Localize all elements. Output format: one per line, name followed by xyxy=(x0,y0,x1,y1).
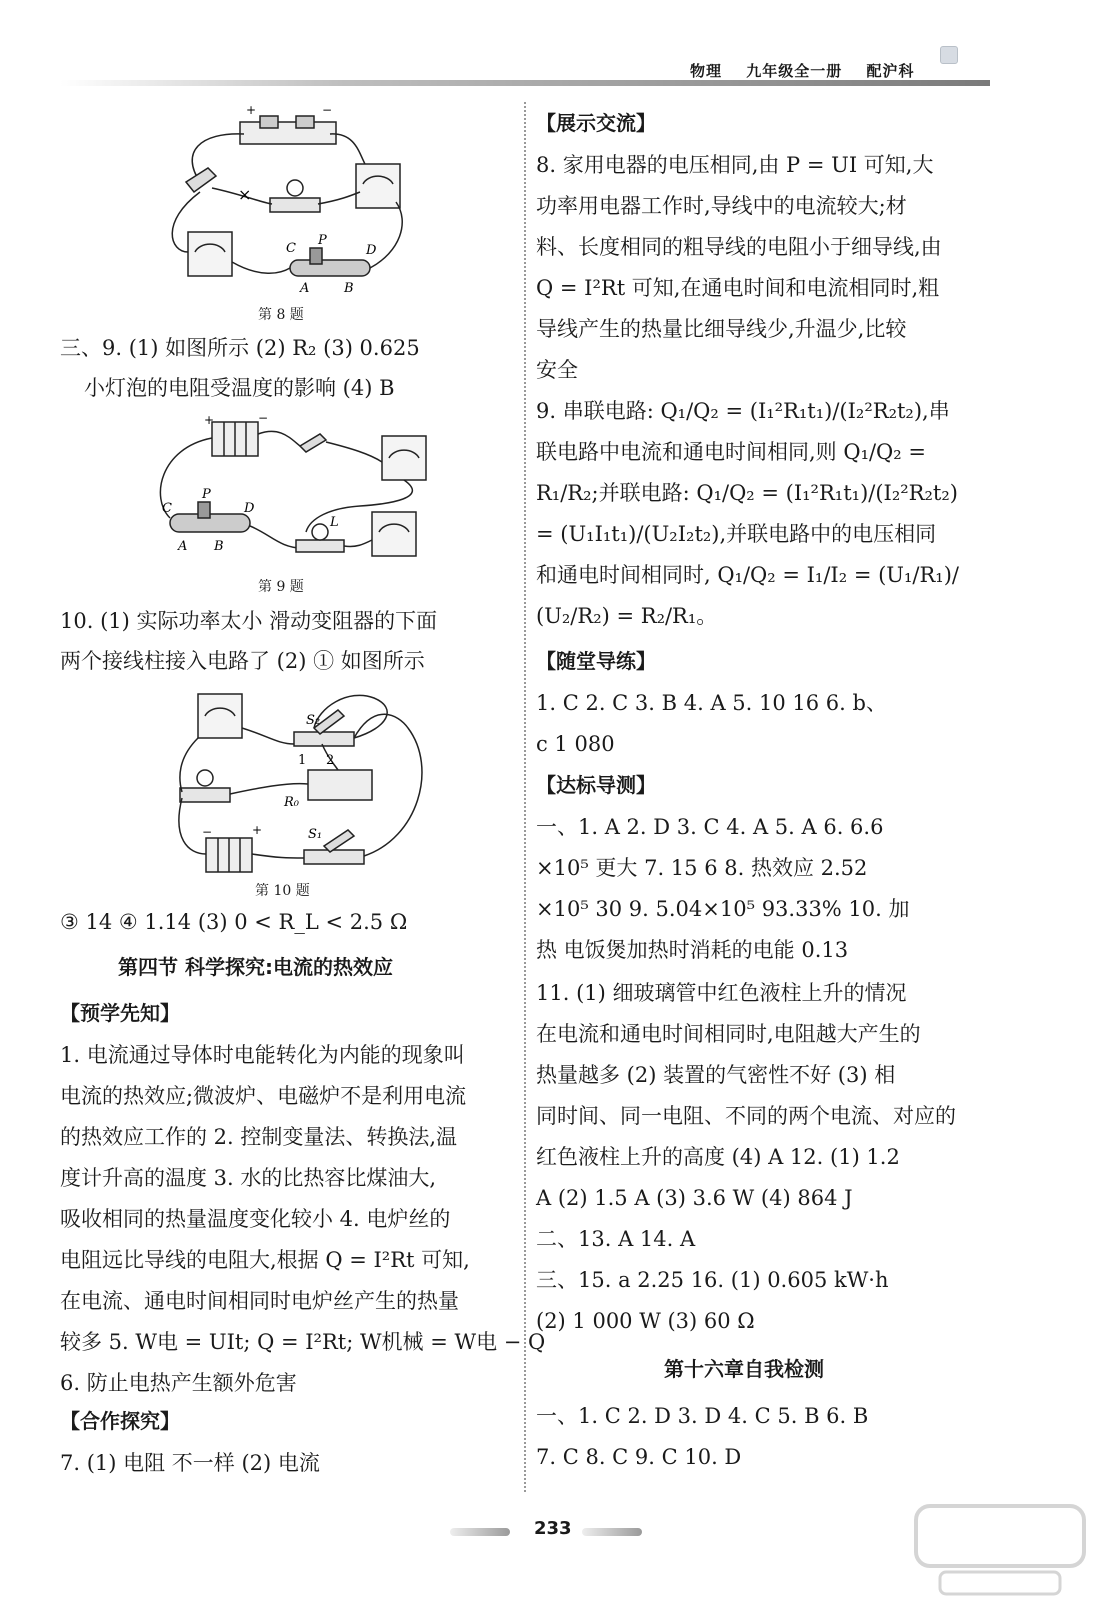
heading-classroom: 【随堂导练】 xyxy=(536,649,656,673)
fig10-S1: S₁ xyxy=(308,827,323,842)
test-line-10: A (2) 1.5 A (3) 3.6 W (4) 864 J xyxy=(536,1186,853,1210)
fig10-R0: R₀ xyxy=(284,795,299,810)
figure-10-caption: 第 10 题 xyxy=(255,883,310,899)
show-line-6: 安全 xyxy=(536,358,578,382)
fig8-B: B xyxy=(344,281,354,296)
chapter-16-title: 第十六章自我检测 xyxy=(664,1357,824,1381)
test-line-4: 热 电饭煲加热时消耗的电能 0.13 xyxy=(536,938,849,962)
heading-preview: 【预学先知】 xyxy=(60,1001,180,1025)
preview-line-8: 较多 5. W电 = UIt; Q = I²Rt; W机械 = W电 − Q xyxy=(60,1330,546,1354)
test-line-8: 同时间、同一电阻、不同的两个电流、对应的 xyxy=(536,1104,956,1128)
fig9-minus: − xyxy=(258,411,269,425)
test-line-5: 11. (1) 细玻璃管中红色液柱上升的情况 xyxy=(536,981,907,1005)
header-text xyxy=(690,60,933,81)
test-line-13: (2) 1 000 W (3) 60 Ω xyxy=(536,1309,755,1333)
q10-line-2: 两个接线柱接入电路了 (2) ① 如图所示 xyxy=(60,649,425,673)
fig8-plus: + xyxy=(246,103,257,117)
q9-line-2: 小灯泡的电阻受温度的影响 (4) B xyxy=(84,376,395,400)
fig10-plus: + xyxy=(252,823,263,837)
show-line-12: (U₂/R₂) = R₂/R₁。 xyxy=(536,604,718,628)
page-number: 233 xyxy=(534,1518,572,1539)
show-line-8: 联电路中电流和通电时间相同,则 Q₁/Q₂ = xyxy=(536,440,926,464)
fig8-D: D xyxy=(366,243,377,258)
heading-cooperation: 【合作探究】 xyxy=(60,1409,180,1433)
show-line-1: 8. 家用电器的电压相同,由 P = UI 可知,大 xyxy=(536,153,934,177)
q10-line-1: 10. (1) 实际功率太小 滑动变阻器的下面 xyxy=(60,609,438,633)
fig10-one: 1 xyxy=(298,753,307,768)
show-line-2: 功率用电器工作时,导线中的电流较大;材 xyxy=(536,194,907,218)
watermark-graphic xyxy=(910,1500,1090,1600)
ch16-line-2: 7. C 8. C 9. C 10. D xyxy=(536,1445,742,1469)
header-book-icon xyxy=(940,46,958,64)
fig8-C: C xyxy=(286,241,296,256)
fig10-S2: S₂ xyxy=(306,713,321,728)
fig9-C: C xyxy=(162,501,172,516)
fig9-D: D xyxy=(244,501,255,516)
q10-line-3: ③ 14 ④ 1.14 (3) 0 < R_L < 2.5 Ω xyxy=(60,910,408,934)
figure-9-circuit xyxy=(140,408,440,576)
figure-8-circuit xyxy=(160,102,420,302)
fig8-cross: × xyxy=(238,185,252,204)
test-line-6: 在电流和通电时间相同时,电阻越大产生的 xyxy=(536,1022,921,1046)
fig10-two: 2 xyxy=(326,753,335,768)
fig9-L: L xyxy=(330,515,339,530)
class-line-2: c 1 080 xyxy=(536,732,615,756)
fig8-P: P xyxy=(318,233,327,248)
heading-test: 【达标导测】 xyxy=(536,773,656,797)
show-line-5: 导线产生的热量比细导线少,升温少,比较 xyxy=(536,317,907,341)
preview-line-5: 吸收相同的热量温度变化较小 4. 电炉丝的 xyxy=(60,1207,451,1231)
preview-line-2: 电流的热效应;微波炉、电磁炉不是利用电流 xyxy=(60,1084,467,1108)
show-line-7: 9. 串联电路: Q₁/Q₂ = (I₁²R₁t₁)/(I₂²R₂t₂),串 xyxy=(536,399,950,423)
fig9-A: A xyxy=(178,539,188,554)
preview-line-3: 的热效应工作的 2. 控制变量法、转换法,温 xyxy=(60,1125,458,1149)
figure-8-caption: 第 8 题 xyxy=(258,307,304,323)
test-line-2: ×10⁵ 更大 7. 15 6 8. 热效应 2.52 xyxy=(536,856,868,880)
figure-9-caption: 第 9 题 xyxy=(258,579,304,595)
class-line-1: 1. C 2. C 3. B 4. A 5. 10 16 6. b、 xyxy=(536,691,887,715)
show-line-10: = (U₁I₁t₁)/(U₂I₂t₂),并联电路中的电压相同 xyxy=(536,522,937,546)
show-line-9: R₁/R₂;并联电路: Q₁/Q₂ = (I₁²R₁t₁)/(I₂²R₂t₂) xyxy=(536,481,958,505)
ch16-line-1: 一、1. C 2. D 3. D 4. C 5. B 6. B xyxy=(536,1404,869,1428)
preview-line-1: 1. 电流通过导体时电能转化为内能的现象叫 xyxy=(60,1043,465,1067)
header-rule xyxy=(60,80,990,86)
fig9-P: P xyxy=(202,487,211,502)
header-subject: 物理 xyxy=(690,62,723,80)
test-line-1: 一、1. A 2. D 3. C 4. A 5. A 6. 6.6 xyxy=(536,815,884,839)
show-line-3: 料、长度相同的粗导线的电阻小于细导线,由 xyxy=(536,235,942,259)
preview-line-7: 在电流、通电时间相同时电炉丝产生的热量 xyxy=(60,1289,459,1313)
preview-line-4: 度计升高的温度 3. 水的比热容比煤油大, xyxy=(60,1166,437,1190)
header-grade: 九年级全一册 xyxy=(746,62,843,80)
page-footer xyxy=(450,1516,650,1546)
q9-line-1: 三、9. (1) 如图所示 (2) R₂ (3) 0.625 xyxy=(60,336,420,360)
header-edition: 配沪科 xyxy=(866,62,915,80)
fig10-minus: − xyxy=(202,825,213,839)
test-line-3: ×10⁵ 30 9. 5.04×10⁵ 93.33% 10. 加 xyxy=(536,897,910,921)
fig8-A: A xyxy=(300,281,310,296)
fig9-plus: + xyxy=(204,413,215,427)
test-line-11: 二、13. A 14. A xyxy=(536,1227,696,1251)
test-line-7: 热量越多 (2) 装置的气密性不好 (3) 相 xyxy=(536,1063,896,1087)
test-line-12: 三、15. a 2.25 16. (1) 0.605 kW·h xyxy=(536,1268,889,1292)
footer-ornament-right xyxy=(582,1528,642,1536)
figure-10-circuit xyxy=(178,688,458,880)
preview-line-6: 电阻远比导线的电阻大,根据 Q = I²Rt 可知, xyxy=(60,1248,470,1272)
section-4-title: 第四节 科学探究:电流的热效应 xyxy=(118,955,393,979)
footer-ornament-left xyxy=(450,1528,510,1536)
column-divider xyxy=(524,102,526,1492)
coop-line-1: 7. (1) 电阻 不一样 (2) 电流 xyxy=(60,1451,320,1475)
show-line-4: Q = I²Rt 可知,在通电时间和电流相同时,粗 xyxy=(536,276,940,300)
preview-line-9: 6. 防止电热产生额外危害 xyxy=(60,1371,297,1395)
test-line-9: 红色液柱上升的高度 (4) A 12. (1) 1.2 xyxy=(536,1145,900,1169)
heading-show: 【展示交流】 xyxy=(536,111,656,135)
show-line-11: 和通电时间相同时, Q₁/Q₂ = I₁/I₂ = (U₁/R₁)/ xyxy=(536,563,959,587)
fig8-minus: − xyxy=(322,103,333,117)
fig9-B: B xyxy=(214,539,224,554)
